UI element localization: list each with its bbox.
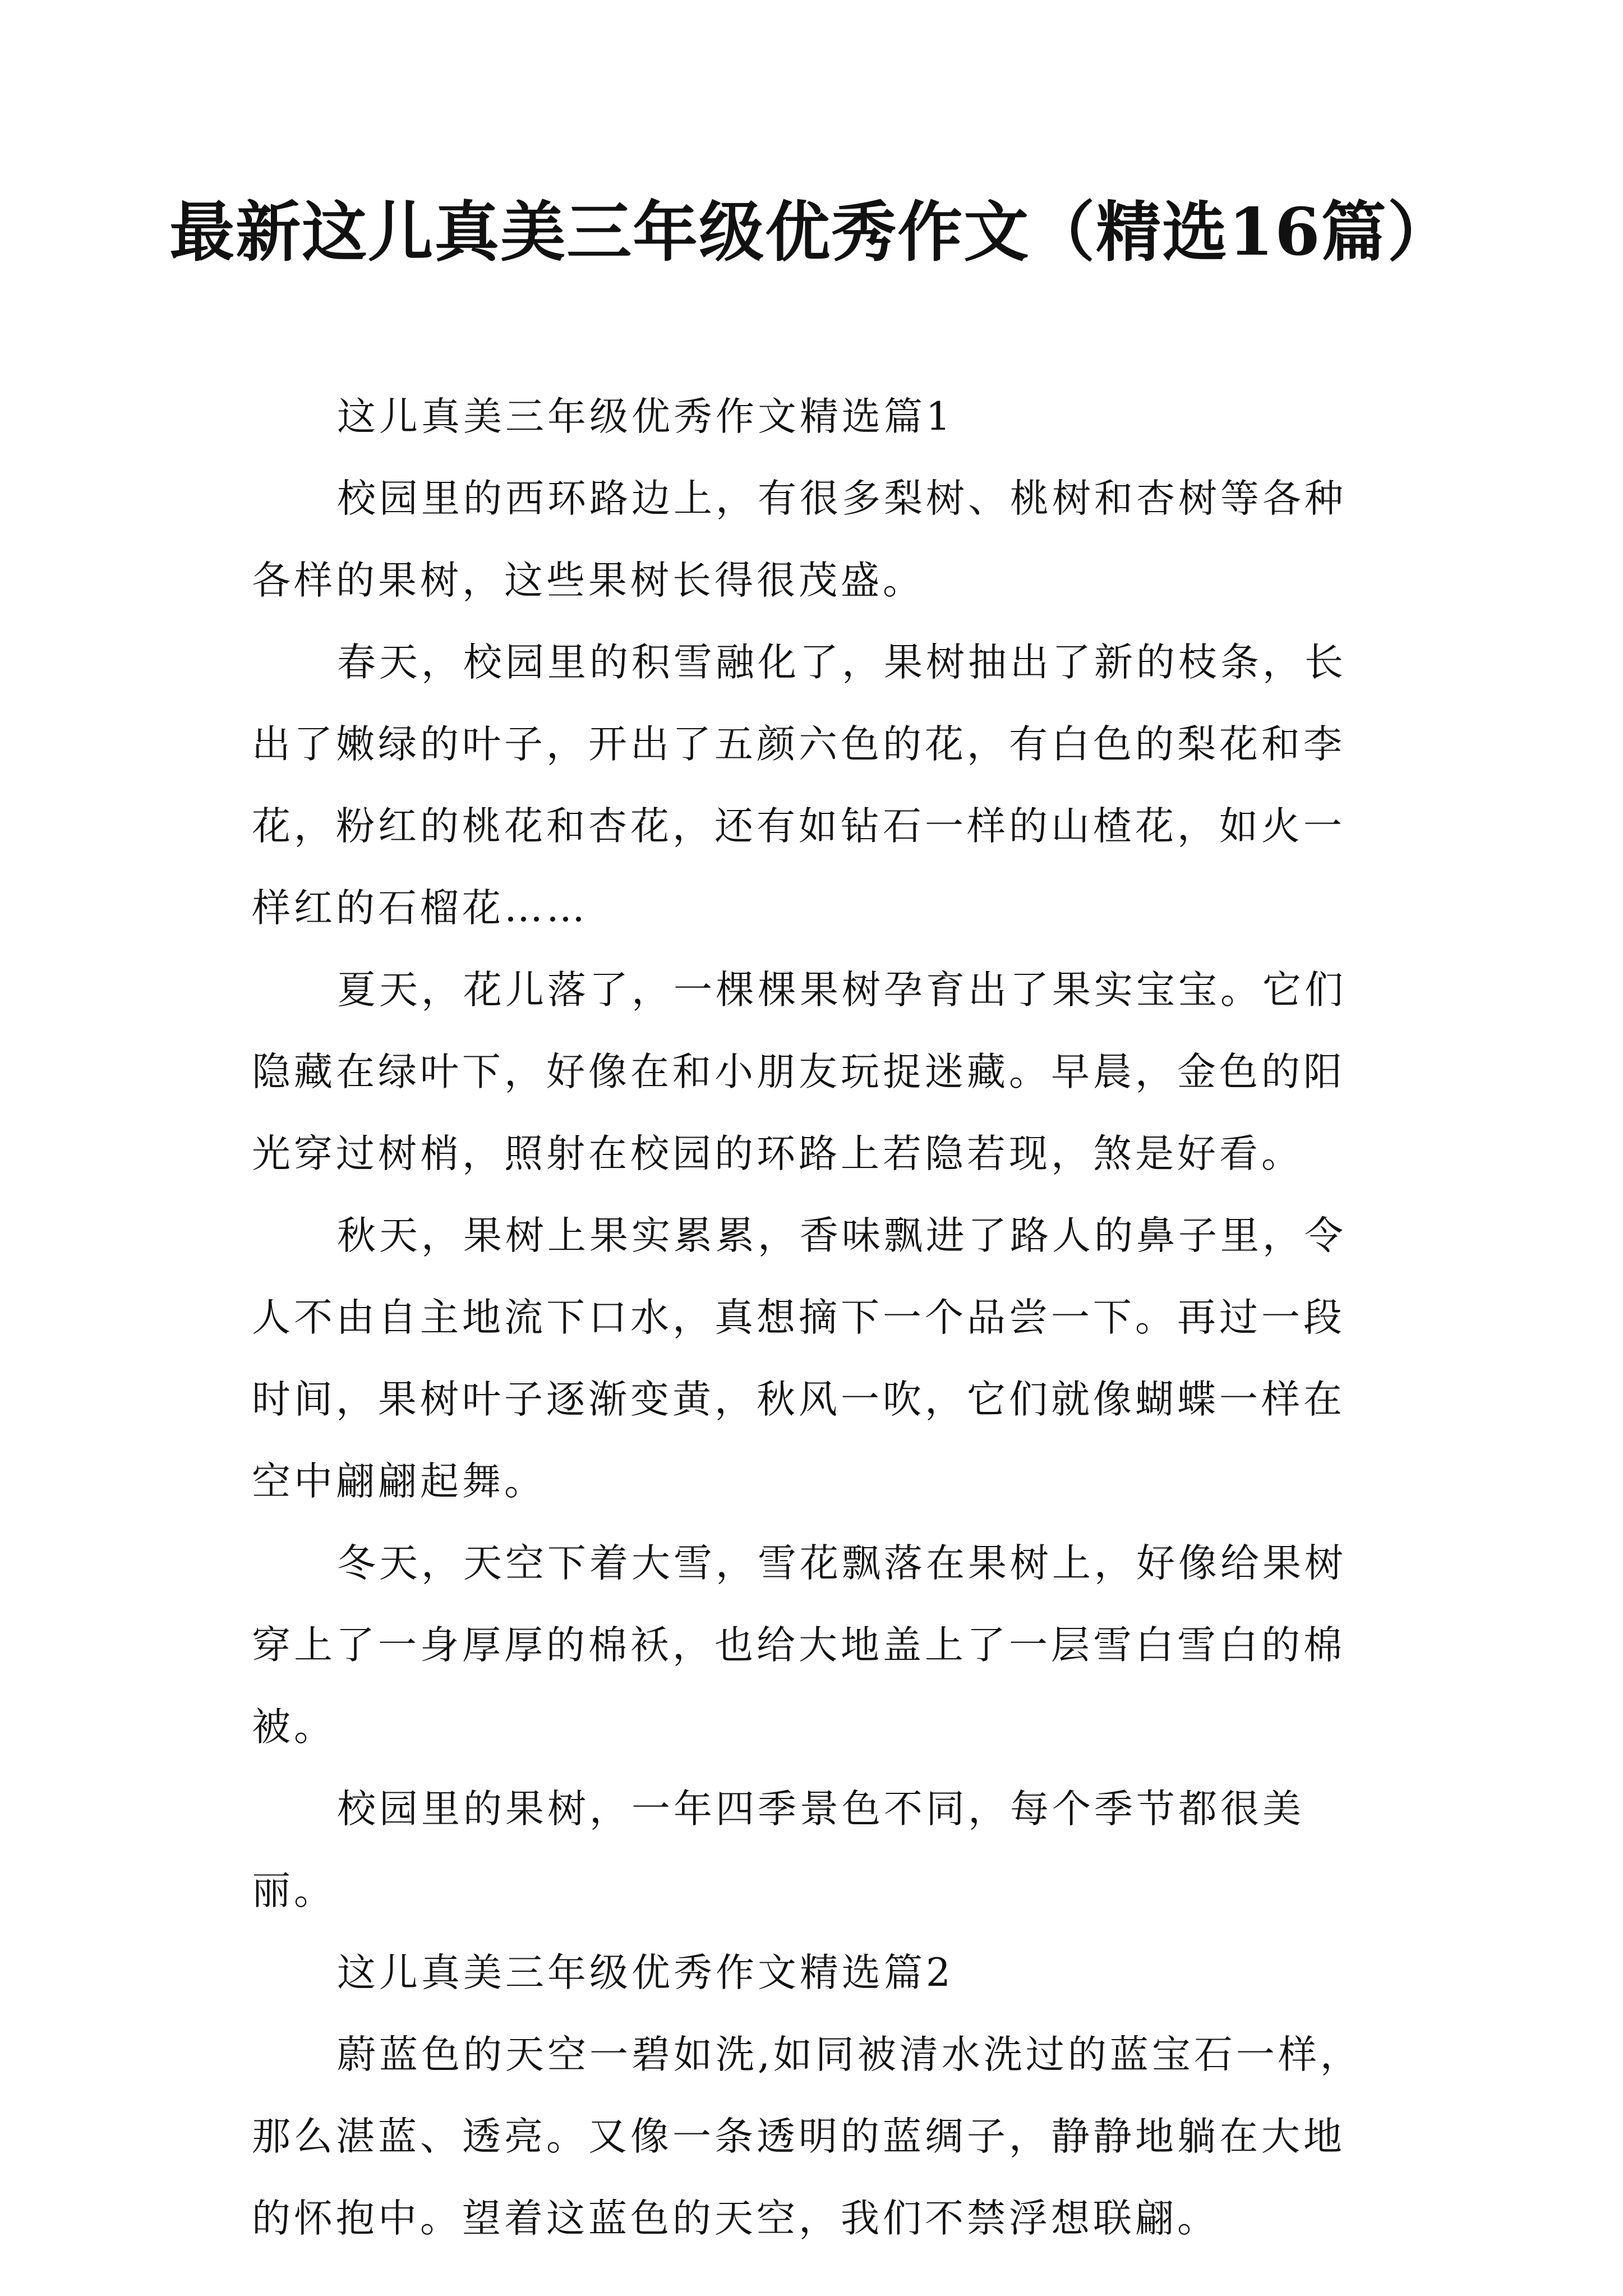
section-heading-1: 这儿真美三年级优秀作文精选篇1 (337, 394, 954, 439)
document-title: 最新这儿真美三年级优秀作文（精选16篇） (169, 194, 1454, 270)
document-body (252, 376, 1385, 2260)
paragraph: 校园里的果树，一年四季景色不同，每个季节都很美丽。 (252, 1787, 1304, 1913)
section-heading-2: 这儿真美三年级优秀作文精选篇2 (337, 1950, 954, 1995)
paragraph: 蔚蓝色的天空一碧如洗,如同被清水洗过的蓝宝石一样，那么湛蓝、透亮。又像一条透明的蓝绸子，静静地躺在大地的怀抱中。望着这蓝色的天空，我们不禁浮想联翩。 (252, 2032, 1362, 2241)
paragraph: 校园里的西环路边上，有很多梨树、桃树和杏树等各种各样的果树，这些果树长得很茂盛。 (252, 476, 1347, 603)
paragraph: 春天，校园里的积雪融化了，果树抽出了新的枝条，长出了嫩绿的叶子，开出了五颜六色的花，有白色的梨花和李花，粉红的桃花和杏花，还有如钻石一样的山楂花，如火一样红的石榴花…… (252, 640, 1347, 931)
paragraph: 夏天，花儿落了，一棵棵果树孕育出了果实宝宝。它们隐藏在绿叶下，好像在和小朋友玩捉迷藏。早晨，金色的阳光穿过树梢，照射在校园的环路上若隐若现，煞是好看。 (252, 968, 1347, 1176)
paragraph: 冬天，天空下着大雪，雪花飘落在果树上，好像给果树穿上了一身厚厚的棉袄，也给大地盖上了一层雪白雪白的棉被。 (252, 1541, 1347, 1750)
paragraph: 秋天，果树上果实累累，香味飘进了路人的鼻子里，令人不由自主地流下口水，真想摘下一个品尝一下。再过一段时间，果树叶子逐渐变黄，秋风一吹，它们就像蝴蝶一样在空中翩翩起舞。 (252, 1213, 1347, 1504)
